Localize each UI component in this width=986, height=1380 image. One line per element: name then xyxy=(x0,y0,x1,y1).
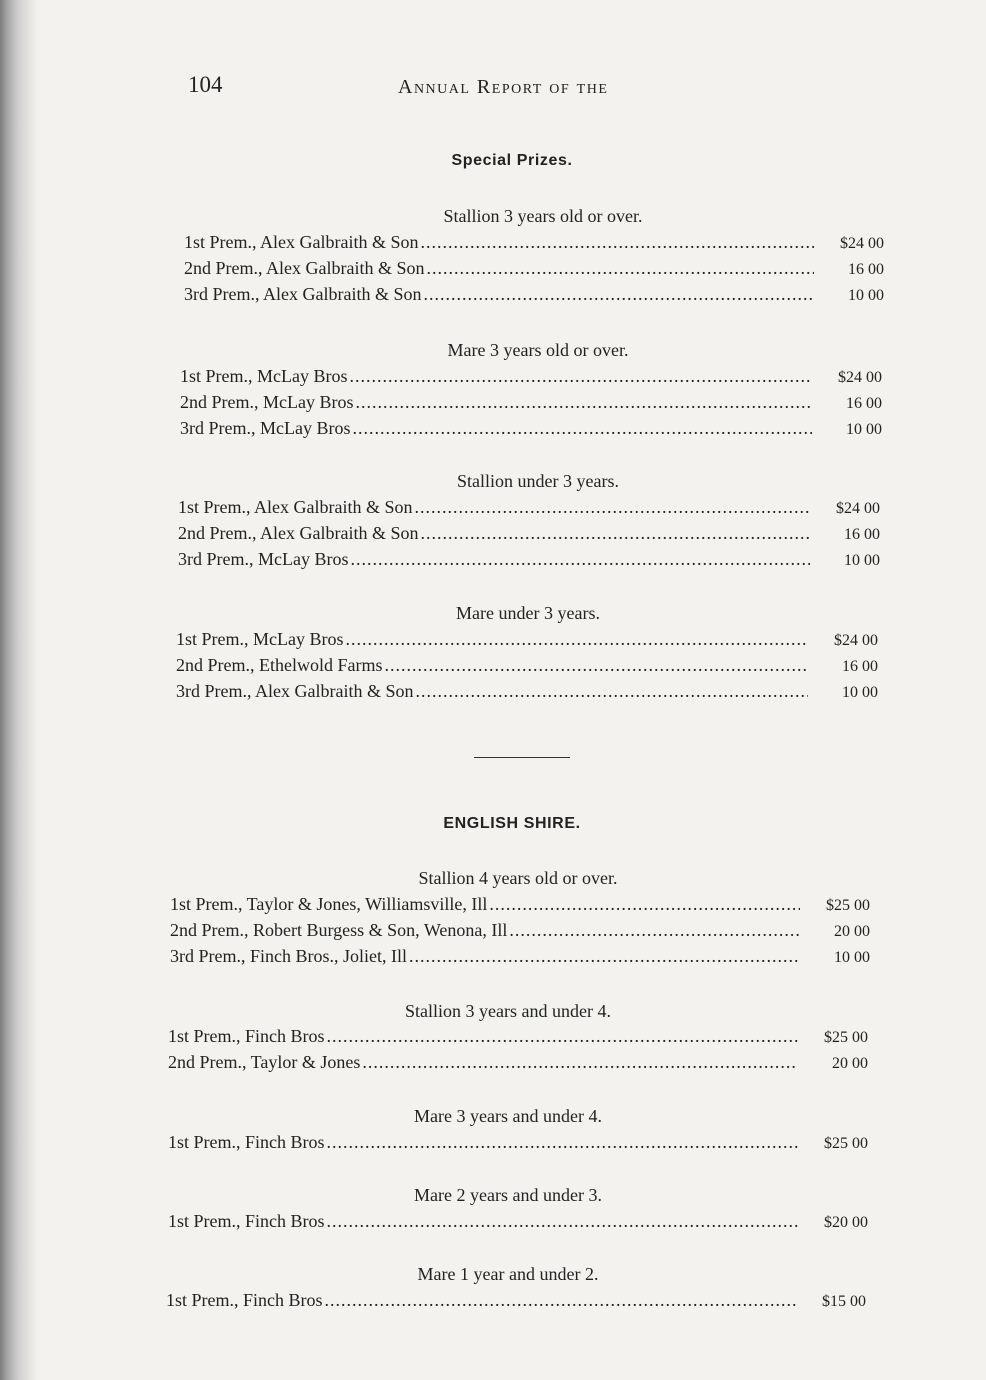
entry-label: 2nd Prem., Alex Galbraith & Son xyxy=(184,258,425,278)
section-divider-rule xyxy=(474,757,570,758)
entry-amount: 16 00 xyxy=(848,261,884,278)
entry-label: 3rd Prem., Alex Galbraith & Son xyxy=(184,284,422,304)
entry-amount: 10 00 xyxy=(842,684,878,701)
leader-dots xyxy=(420,523,810,544)
entry-label: 1st Prem., Finch Bros xyxy=(168,1026,325,1046)
leader-dots xyxy=(345,629,808,650)
entry-label: 1st Prem., Finch Bros xyxy=(168,1132,325,1152)
leader-dots xyxy=(350,549,810,570)
leader-dots xyxy=(415,681,808,702)
entry-amount: $24 00 xyxy=(836,500,880,517)
entry-label: 1st Prem., McLay Bros xyxy=(176,629,344,649)
leader-dots xyxy=(352,418,812,439)
leader-dots xyxy=(325,1290,796,1311)
prize-entry xyxy=(176,655,878,679)
class-title: Mare 2 years and under 3. xyxy=(414,1185,602,1205)
entry-label: 3rd Prem., McLay Bros xyxy=(180,418,351,438)
class-title: Stallion 4 years old or over. xyxy=(418,868,618,888)
class-title: Stallion 3 years old or over. xyxy=(443,206,643,226)
entry-amount: $20 00 xyxy=(824,1214,868,1231)
leader-dots xyxy=(489,894,800,915)
prize-entry xyxy=(184,284,884,308)
entry-label: 3rd Prem., Alex Galbraith & Son xyxy=(176,681,414,701)
entry-label: 2nd Prem., McLay Bros xyxy=(180,392,354,412)
prize-entry xyxy=(168,1026,868,1050)
prize-entry xyxy=(168,1052,868,1076)
prize-entry xyxy=(178,523,880,547)
prize-entry xyxy=(180,366,882,390)
class-title: Mare 3 years and under 4. xyxy=(414,1106,602,1126)
entry-label: 1st Prem., Finch Bros xyxy=(168,1211,325,1231)
entry-amount: 10 00 xyxy=(844,552,880,569)
class-title: Mare under 3 years. xyxy=(456,603,600,623)
entry-label: 1st Prem., Finch Bros xyxy=(166,1290,323,1310)
entry-amount: 20 00 xyxy=(834,923,870,940)
entry-amount: $25 00 xyxy=(824,1029,868,1046)
book-binding-shadow xyxy=(0,0,38,1380)
leader-dots xyxy=(423,284,814,305)
entry-label: 2nd Prem., Robert Burgess & Son, Wenona, Ill xyxy=(170,920,508,940)
entry-amount: $25 00 xyxy=(826,897,870,914)
prize-entry xyxy=(170,894,870,918)
prize-entry xyxy=(180,392,882,416)
prize-entry xyxy=(176,629,878,653)
entry-amount: 16 00 xyxy=(842,658,878,675)
class-title: Mare 1 year and under 2. xyxy=(417,1264,599,1284)
leader-dots xyxy=(384,655,808,676)
leader-dots xyxy=(426,258,814,279)
entry-amount: 16 00 xyxy=(846,395,882,412)
entry-label: 1st Prem., Alex Galbraith & Son xyxy=(184,232,419,252)
running-head: Annual Report of the xyxy=(398,76,609,98)
prize-entry xyxy=(170,946,870,970)
entry-label: 1st Prem., Taylor & Jones, Williamsville, Ill xyxy=(170,894,488,914)
document-page xyxy=(38,0,986,1380)
class-title: Stallion 3 years and under 4. xyxy=(405,1001,611,1021)
entry-amount: 16 00 xyxy=(844,526,880,543)
entry-label: 1st Prem., Alex Galbraith & Son xyxy=(178,497,413,517)
entry-label: 1st Prem., McLay Bros xyxy=(180,366,348,386)
prize-entry xyxy=(180,418,882,442)
prize-entry xyxy=(178,549,880,573)
leader-dots xyxy=(327,1026,798,1047)
page-header xyxy=(188,70,748,110)
entry-amount: $24 00 xyxy=(840,235,884,252)
entry-amount: $15 00 xyxy=(822,1293,866,1310)
entry-amount: $25 00 xyxy=(824,1135,868,1152)
entry-label: 3rd Prem., Finch Bros., Joliet, Ill xyxy=(170,946,407,966)
prize-entry xyxy=(184,258,884,282)
prize-entry xyxy=(168,1132,868,1156)
entry-label: 2nd Prem., Ethelwold Farms xyxy=(176,655,383,675)
prize-entry xyxy=(166,1290,866,1314)
leader-dots xyxy=(420,232,814,253)
entry-amount: 20 00 xyxy=(832,1055,868,1072)
class-title: Stallion under 3 years. xyxy=(457,471,619,491)
entry-amount: 10 00 xyxy=(848,287,884,304)
prize-entry xyxy=(184,232,884,256)
entry-amount: $24 00 xyxy=(834,632,878,649)
prize-entry xyxy=(178,497,880,521)
section-title-english-shire: ENGLISH SHIRE. xyxy=(443,815,581,832)
section-title-special-prizes: Special Prizes. xyxy=(451,152,573,169)
class-title: Mare 3 years old or over. xyxy=(447,340,629,360)
leader-dots xyxy=(349,366,812,387)
leader-dots xyxy=(414,497,810,518)
prize-entry xyxy=(176,681,878,705)
entry-amount: $24 00 xyxy=(838,369,882,386)
prize-entry xyxy=(170,920,870,944)
leader-dots xyxy=(355,392,812,413)
leader-dots xyxy=(327,1211,798,1232)
entry-label: 2nd Prem., Taylor & Jones xyxy=(168,1052,361,1072)
entry-label: 2nd Prem., Alex Galbraith & Son xyxy=(178,523,419,543)
page-number: 104 xyxy=(188,72,223,97)
entry-label: 3rd Prem., McLay Bros xyxy=(178,549,349,569)
entry-amount: 10 00 xyxy=(834,949,870,966)
leader-dots xyxy=(409,946,800,967)
prize-entry xyxy=(168,1211,868,1235)
entry-amount: 10 00 xyxy=(846,421,882,438)
leader-dots xyxy=(509,920,800,941)
leader-dots xyxy=(362,1052,798,1073)
leader-dots xyxy=(327,1132,798,1153)
